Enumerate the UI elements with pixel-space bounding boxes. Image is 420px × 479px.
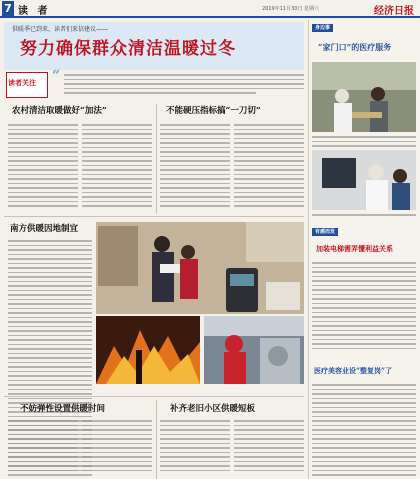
article-title: 南方供暖因地制宜 (10, 224, 79, 234)
lead-headline: 努力确保群众清洁温暖过冬 (20, 39, 236, 59)
sidebar-section-tag: 有感而发 (312, 228, 338, 236)
newspaper-masthead: 经济日报 (374, 6, 414, 17)
article-title: 不能硬压指标搞“一刀切” (166, 106, 261, 116)
article-body (234, 420, 304, 474)
photo-medical-service (312, 62, 416, 132)
issue-date: 2019年11月30日 星期六 (262, 6, 320, 12)
page-header (0, 0, 420, 18)
lead-kicker: 供暖季已到来，读者们来信建议—— (12, 26, 109, 33)
sidebar-story-body (312, 214, 416, 219)
photo-home-inspection (96, 222, 304, 314)
lead-intro-text (64, 74, 304, 97)
column-tag: 读者关注 (8, 79, 36, 87)
article-body (82, 420, 152, 474)
sidebar-story-title: 加装电梯需弄懂利益关系 (316, 244, 393, 253)
photo-boiler-workers (204, 316, 304, 384)
article-title: 农村清洁取暖做好“加法” (12, 106, 107, 116)
photo-xray-check (312, 150, 416, 210)
page-number: 7 (2, 1, 14, 16)
article-title: 不妨弹性设置供暖时间 (20, 404, 106, 414)
article-body (8, 124, 78, 210)
article-body (234, 124, 304, 210)
photo-fire (96, 316, 200, 384)
article-body (160, 420, 230, 474)
sidebar-story-title: “家门口”的医疗服务 (318, 42, 392, 52)
sidebar-story-body (312, 384, 416, 479)
article-title: 补齐老旧小区供暖短板 (170, 404, 256, 414)
sidebar-story-title: 医疗美容业设“整复岗”了 (314, 366, 393, 375)
article-body (8, 420, 78, 474)
sidebar-section-tag: 身边事 (312, 24, 333, 32)
sidebar-story-body (312, 262, 416, 352)
quote-icon: “ (52, 68, 61, 84)
article-body (82, 124, 152, 210)
section-name: 读 者 (18, 6, 51, 17)
article-body (160, 124, 230, 210)
